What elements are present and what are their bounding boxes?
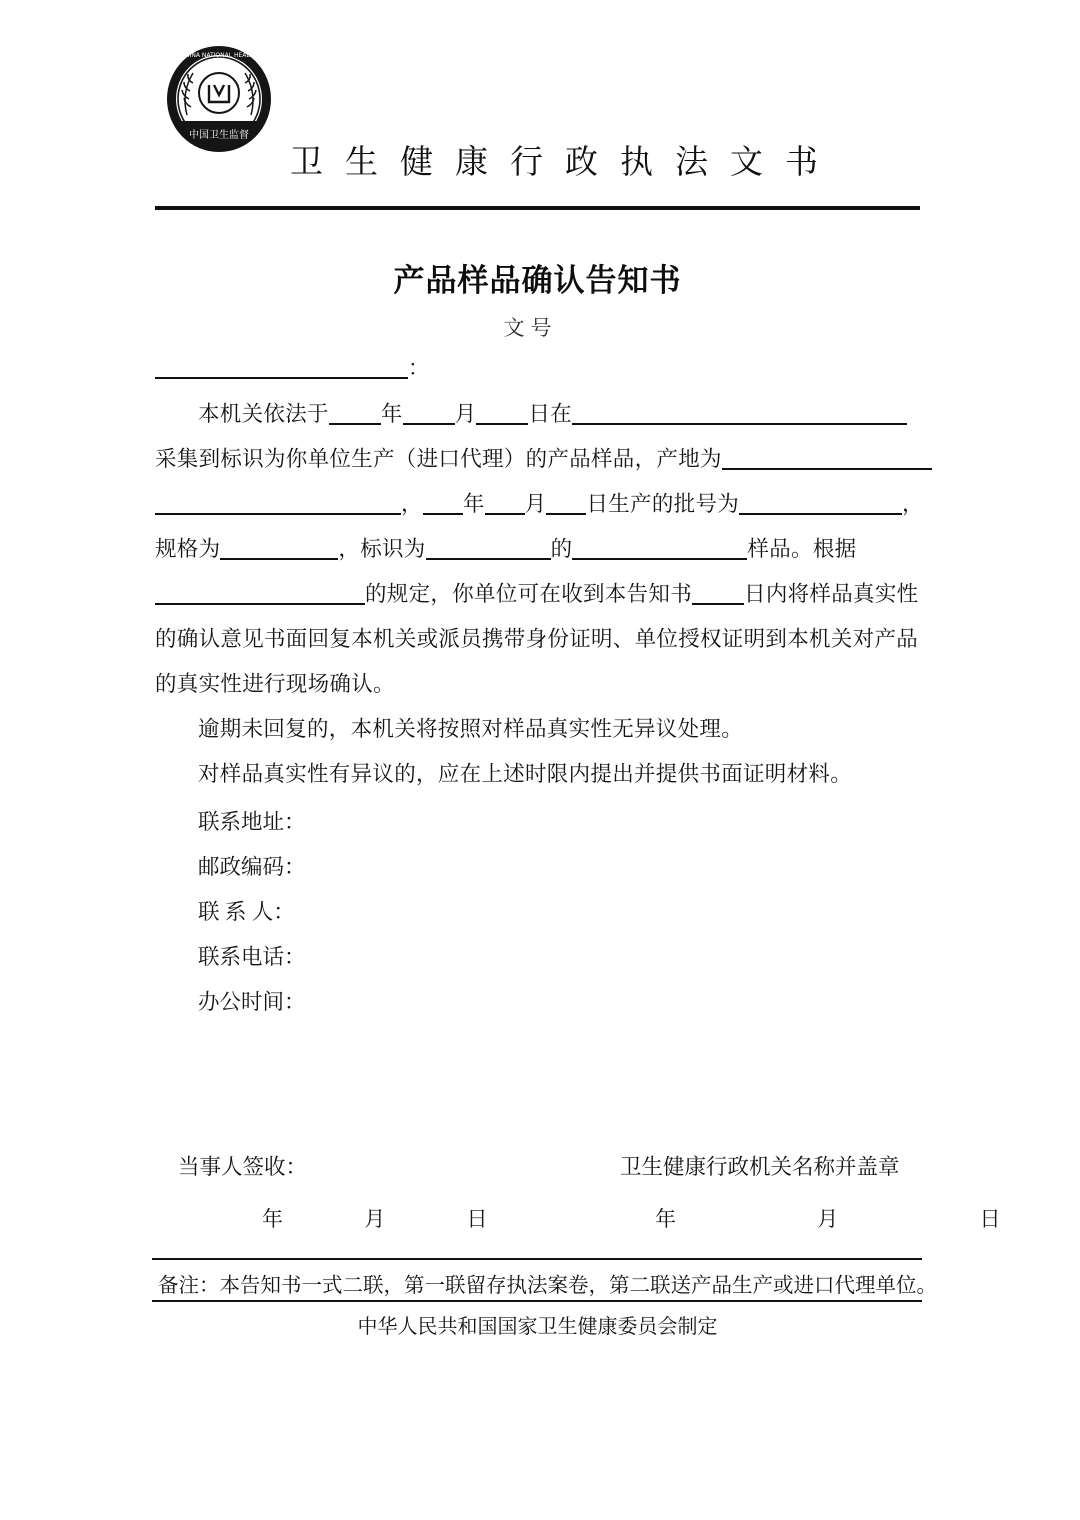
contact-information-block [155, 800, 755, 1025]
party-receipt-date-line: 年 月 日 [262, 1207, 526, 1231]
document-body [155, 392, 925, 797]
addressee-line [155, 352, 429, 382]
product-name-blank[interactable] [572, 539, 747, 560]
addressee-colon: ： [408, 356, 429, 380]
line3-comma: ， [401, 492, 423, 516]
body-line-2-text: 采集到标识为你单位生产（进口代理）的产品样品，产地为 [155, 447, 722, 471]
footer-remark-note: 备注：本告知书一式二联，第一联留存执法案卷，第二联送产品生产或进口代理单位。 [158, 1275, 937, 1297]
body-line-5-text-a: 的规定，你单位可在收到本告知书 [365, 582, 693, 606]
document-header [155, 40, 920, 220]
contact-office-hours-label: 办公时间： [198, 990, 306, 1014]
month-blank-1[interactable] [403, 404, 455, 425]
contact-person-label: 联 系 人： [198, 900, 295, 924]
china-national-health-inspection-emblem-icon [165, 45, 273, 153]
day-blank-1[interactable] [476, 404, 528, 425]
origin-place-blank-cont[interactable] [155, 494, 401, 515]
month-blank-2[interactable] [485, 494, 525, 515]
contact-phone-label: 联系电话： [198, 945, 306, 969]
body-line-4 [155, 527, 925, 572]
footer-divider-rule-top [152, 1258, 922, 1260]
document-kind-title: 卫生健康行政执法文书 [290, 145, 840, 181]
month-char-2: 月 [524, 492, 547, 516]
year-char-2: 年 [462, 492, 485, 516]
authority-date-line: 年 月 日 [655, 1207, 1069, 1231]
month-char-1: 月 [454, 402, 477, 426]
regulation-basis-blank[interactable] [155, 584, 365, 605]
page-title: 产品样品确认告知书 [393, 263, 682, 299]
footer-divider-rule-bottom [152, 1300, 922, 1302]
body-line-4-text-d: 样品。根据 [747, 537, 857, 561]
body-line-4-text-c: 的 [550, 537, 573, 561]
body-line-1 [155, 392, 925, 437]
svg-text:CHINA NATIONAL HEALTH: CHINA NATIONAL HEALTH [180, 52, 258, 59]
body-line-4-text-b: ，标识为 [338, 537, 426, 561]
day-char-1: 日在 [528, 402, 573, 426]
body-line-4-text-a: 规格为 [155, 537, 221, 561]
location-blank[interactable] [572, 404, 907, 425]
year-blank-1[interactable] [329, 404, 381, 425]
addressee-blank-field[interactable] [155, 357, 408, 379]
header-divider-rule [155, 206, 920, 210]
body-line-1-text-a: 本机关依法于 [198, 402, 329, 426]
year-blank-2[interactable] [423, 494, 463, 515]
year-char-1: 年 [380, 402, 403, 426]
origin-place-blank[interactable] [722, 449, 932, 470]
specification-blank[interactable] [220, 539, 338, 560]
issuing-body-line: 中华人民共和国国家卫生健康委员会制定 [357, 1314, 718, 1338]
body-paragraph-2: 逾期未回复的，本机关将按照对样品真实性无异议处理。 [198, 717, 744, 741]
body-line-3-text: 日生产的批号为 [586, 492, 740, 516]
document-number-label: 文号 [503, 316, 558, 340]
label-mark-blank[interactable] [426, 539, 551, 560]
body-line-5 [155, 572, 925, 617]
contact-postcode-label: 邮政编码： [198, 855, 306, 879]
svg-text:中国卫生监督: 中国卫生监督 [189, 130, 249, 141]
day-blank-2[interactable] [546, 494, 586, 515]
days-blank[interactable] [692, 584, 744, 605]
body-line-3 [155, 482, 925, 527]
line3-end-comma: ， [902, 492, 924, 516]
party-receipt-label: 当事人签收： [178, 1155, 308, 1179]
body-line-6: 的确认意见书面回复本机关或派员携带身份证明、单位授权证明到本机关对产品 [155, 627, 919, 651]
body-line-7: 的真实性进行现场确认。 [155, 672, 395, 696]
contact-address-label: 联系地址： [198, 810, 306, 834]
issuing-authority-seal-label: 卫生健康行政机关名称并盖章 [620, 1155, 900, 1179]
body-line-2 [155, 437, 925, 482]
body-line-5-text-b: 日内将样品真实性 [744, 582, 919, 606]
batch-number-blank[interactable] [739, 494, 902, 515]
body-paragraph-3: 对样品真实性有异议的，应在上述时限内提出并提供书面证明材料。 [198, 762, 853, 786]
